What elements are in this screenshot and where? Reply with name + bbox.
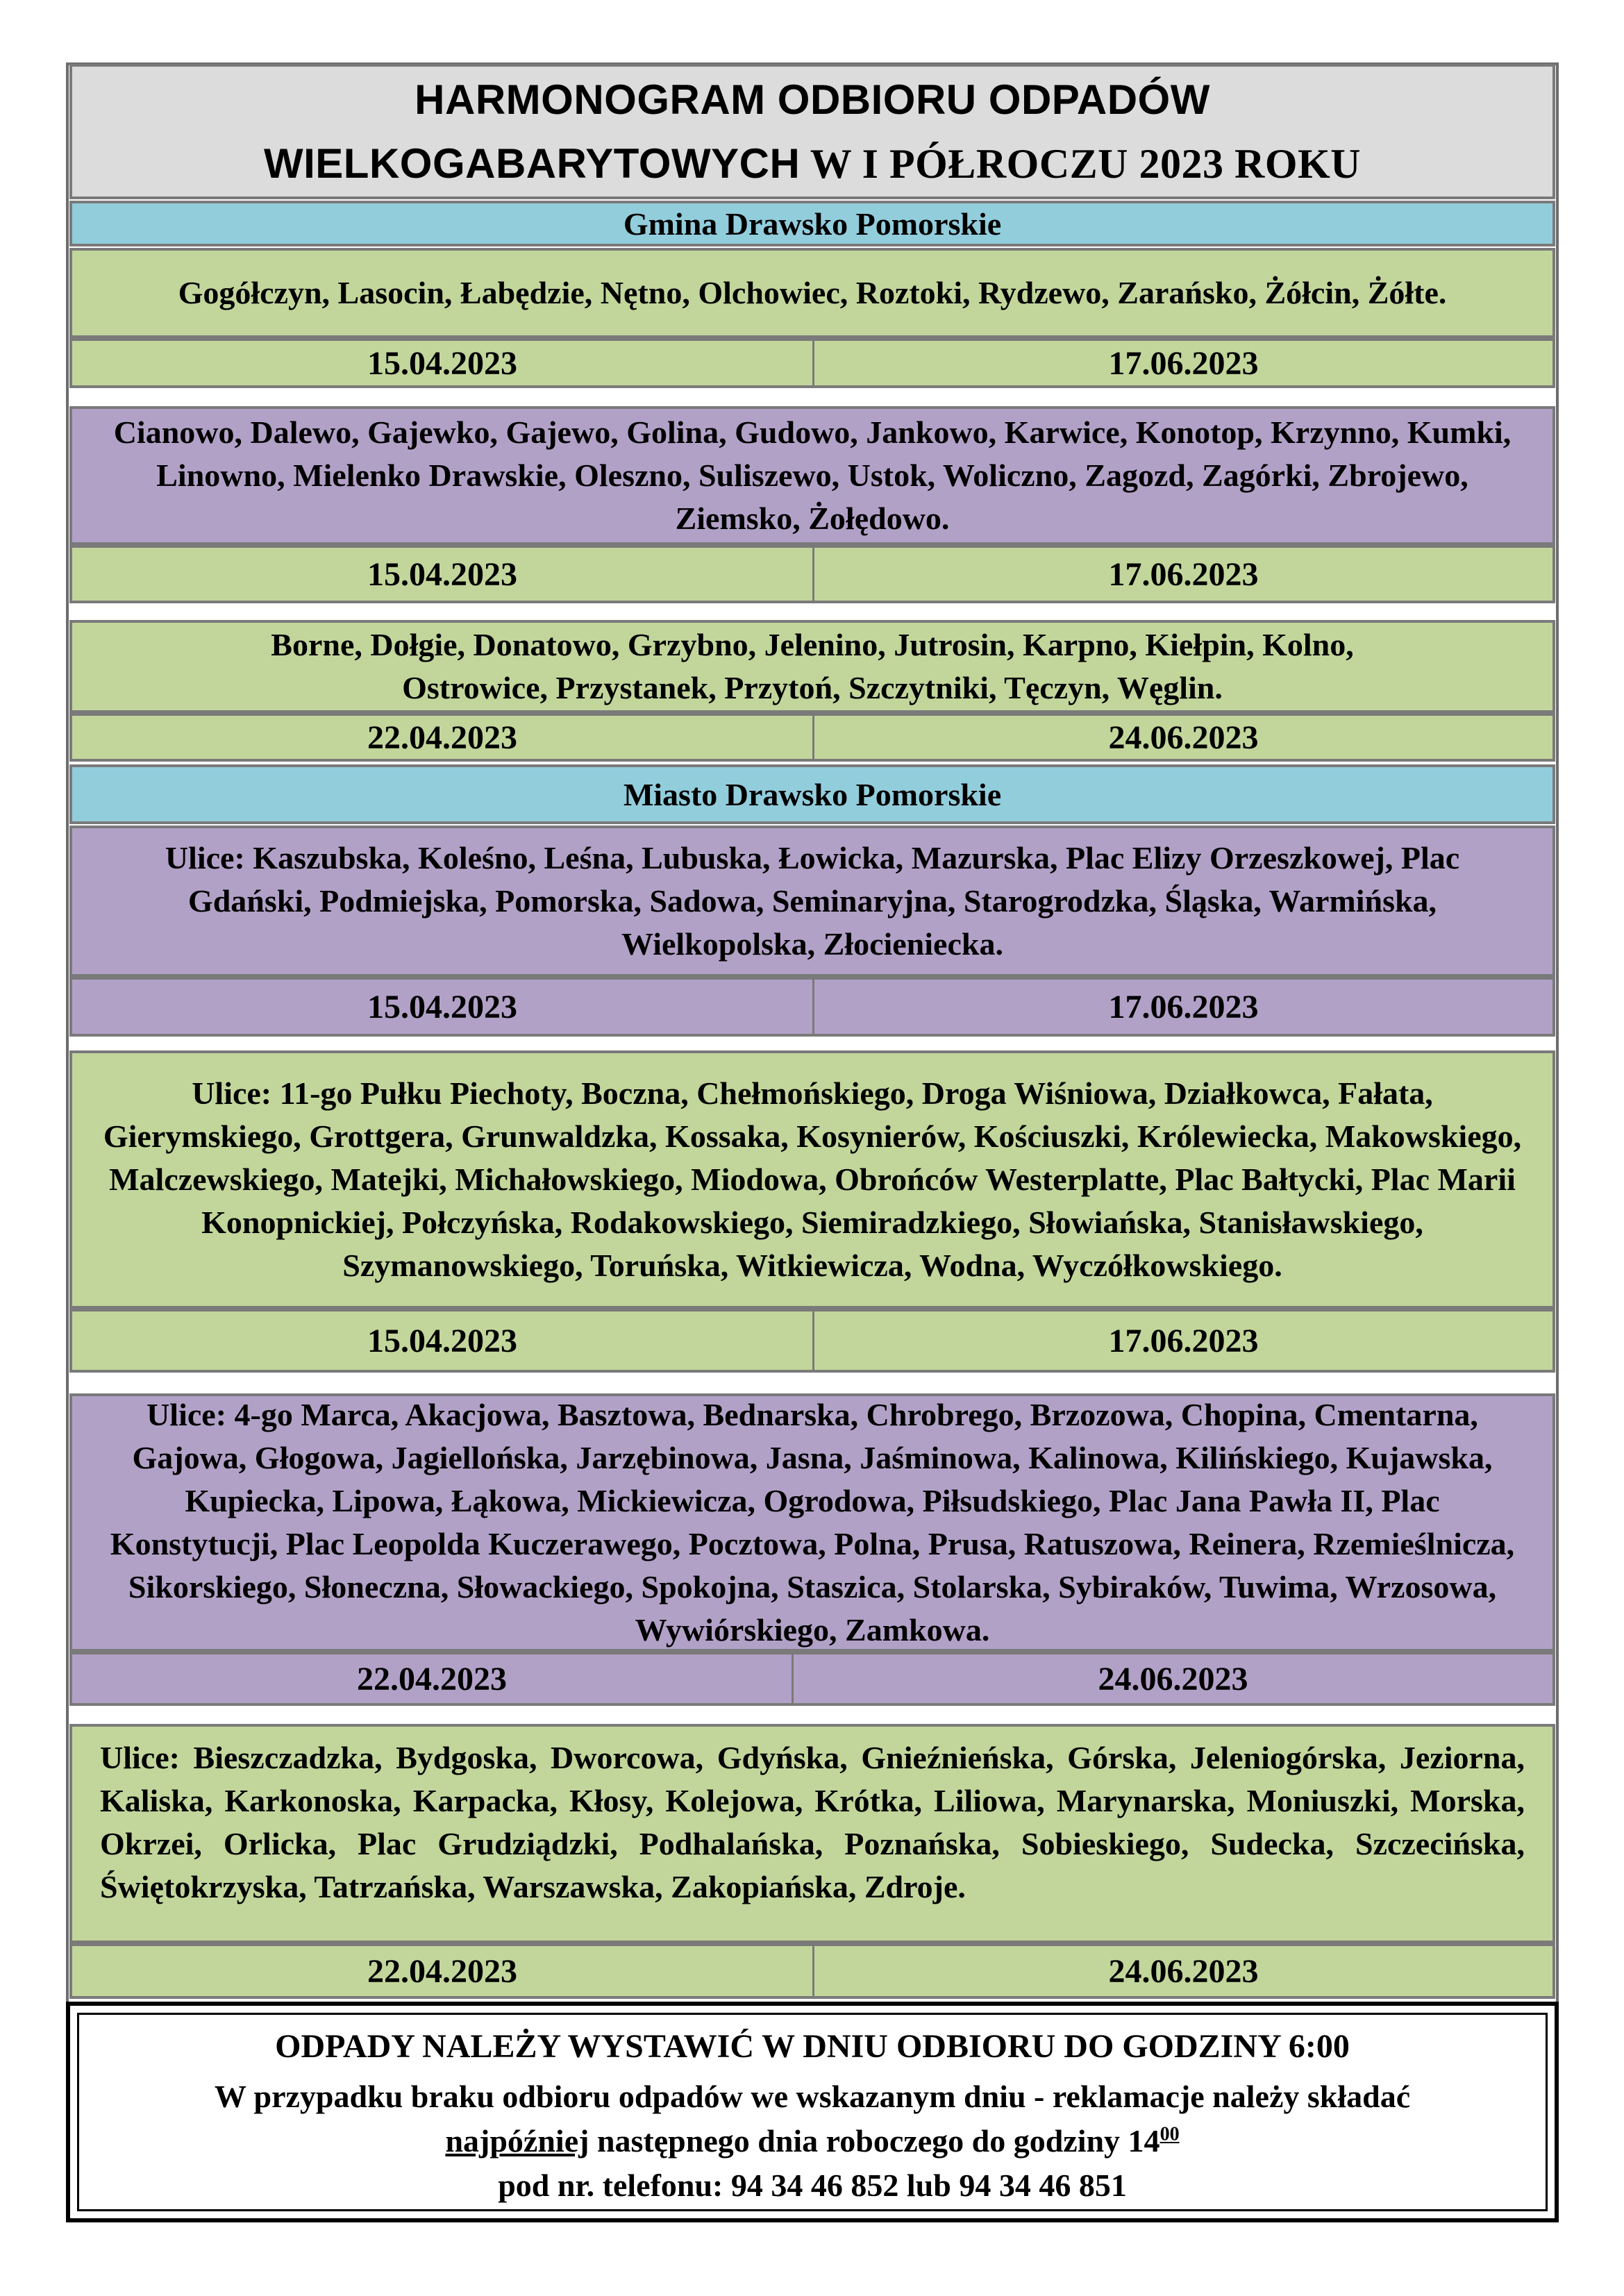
title-line-2-part-2: W I PÓŁROCZU 2023 ROKU: [800, 140, 1361, 187]
notice-hour-superscript: 00: [1160, 2123, 1180, 2145]
group-text: Ulice: 4-go Marca, Akacjowa, Basztowa, Bednarska, Chrobrego, Brzozowa, Chopina, Cmentarna, Gajowa, Głogowa, Jagiellońska, Jarzębinowa, Jasna, Jaśminowa, Kalinowa, Kilińskiego, Kujawska, Kupiecka, Lipowa, Łąkowa, Mickiewicza, Ogrodowa, Piłsudskiego, Plac Jana Pawła II, Plac Konstytucji, Plac Leopolda Kuczerawego, Pocztowa, Polna, Prusa, Ratuszowa, Reinera, Rzemieślnicza, Sikorskiego, Słoneczna, Słowackiego, Spokojna, Staszica, Stolarska, Sybiraków, Tuwima, Wrzosowa, Wywiórskiego, Zamkowa.: [69, 1393, 1555, 1652]
collection-date-2: 17.06.2023: [1108, 988, 1259, 1025]
collection-date-1: 22.04.2023: [72, 1654, 794, 1703]
document-title: [69, 64, 1555, 199]
date-row: [69, 338, 1555, 388]
collection-date-1: 22.04.2023: [72, 1946, 814, 1996]
section-header-miasto: Miasto Drawsko Pomorskie: [69, 764, 1555, 824]
collection-date-1: 22.04.2023: [72, 716, 814, 759]
collection-date-1: 15.04.2023: [72, 980, 814, 1034]
group-text: Ulice: Kaszubska, Koleśno, Leśna, Lubuska, Łowicka, Mazurska, Plac Elizy Orzeszkowej, Plac Gdański, Podmiejska, Pomorska, Sadowa, Seminaryjna, Starogrodzka, Śląska, Warmińska, Wielkopolska, Złocieniecka.: [69, 826, 1555, 977]
title-line-1: HARMONOGRAM ODBIORU ODPADÓW: [415, 76, 1210, 123]
group-text: Borne, Dołgie, Donatowo, Grzybno, Jelenino, Jutrosin, Karpno, Kiełpin, Kolno, Ostrowice, Przystanek, Przytoń, Szczytniki, Tęczyn, Węglin.: [69, 620, 1555, 713]
collection-date-2: 17.06.2023: [1108, 1322, 1259, 1359]
date-row: [69, 545, 1555, 603]
collection-date-1: 15.04.2023: [72, 548, 814, 601]
notice-line-1: W przypadku braku odbioru odpadów we wskazanym dniu - reklamacje należy składać: [214, 2079, 1411, 2114]
notice-line-2: [79, 2119, 1546, 2163]
notice-phone-line: pod nr. telefonu: 94 34 46 852 lub 94 34 46 851: [498, 2168, 1127, 2203]
notice-inner-frame: [77, 2013, 1548, 2211]
collection-date-2: 24.06.2023: [1108, 719, 1259, 756]
date-row: [69, 1309, 1555, 1373]
group-text: Cianowo, Dalewo, Gajewko, Gajewo, Golina, Gudowo, Jankowo, Karwice, Konotop, Krzynno, Kumki, Linowno, Mielenko Drawskie, Oleszno, Suliszewo, Ustok, Woliczno, Zagozd, Zagórki, Zbrojewo, Ziemsko, Żołędowo.: [69, 406, 1555, 545]
notice-headline: ODPADY NALEŻY WYSTAWIĆ W DNIU ODBIORU DO GODZINY 6:00: [275, 2028, 1350, 2065]
collection-date-1: 15.04.2023: [72, 1312, 814, 1370]
group-text: Ulice: Bieszczadzka, Bydgoska, Dworcowa, Gdyńska, Gnieźnieńska, Górska, Jeleniogórska, Jeziorna, Kaliska, Karkonoska, Karpacka, Kłosy, Kolejowa, Krótka, Liliowa, Marynarska, Moniuszki, Morska, Okrzei, Orlicka, Plac Grudziądzki, Podhalańska, Poznańska, Sobieskiego, Sudecka, Szczecińska, Świętokrzyska, Tatrzańska, Warszawska, Zakopiańska, Zdroje.: [69, 1724, 1555, 1943]
collection-date-2: 17.06.2023: [1108, 555, 1259, 593]
collection-date-1: 15.04.2023: [72, 341, 814, 385]
date-row: [69, 1652, 1555, 1706]
title-line-2-part-1: WIELKOGABARYTOWYCH: [263, 140, 801, 187]
notice-box: [66, 2002, 1559, 2222]
date-row: [69, 713, 1555, 762]
date-row: [69, 977, 1555, 1037]
collection-date-2: 24.06.2023: [1098, 1660, 1248, 1698]
collection-date-2: 17.06.2023: [1108, 344, 1259, 382]
group-text: Gogółczyn, Lasocin, Łabędzie, Nętno, Olchowiec, Roztoki, Rydzewo, Zarańsko, Żółcin, Żółte.: [69, 248, 1555, 338]
group-text: Ulice: 11-go Pułku Piechoty, Boczna, Chełmońskiego, Droga Wiśniowa, Działkowca, Fałata, Gierymskiego, Grottgera, Grunwaldzka, Kossaka, Kosynierów, Kościuszki, Królewiecka, Makowskiego, Malczewskiego, Matejki, Michałowskiego, Miodowa, Obrońców Westerplatte, Plac Bałtycki, Plac Marii Konopnickiej, Połczyńska, Rodakowskiego, Siemiradzkiego, Słowiańska, Stanisławskiego, Szymanowskiego, Toruńska, Witkiewicza, Wodna, Wyczółkowskiego.: [69, 1050, 1555, 1309]
title-line-2: [264, 132, 1361, 196]
date-row: [69, 1943, 1555, 1999]
notice-line-2-rest: następnego dnia roboczego do godziny 14: [589, 2123, 1160, 2159]
notice-underlined-word: najpóźniej: [445, 2123, 589, 2159]
section-header-gmina: Gmina Drawsko Pomorskie: [69, 201, 1555, 246]
collection-date-2: 24.06.2023: [1108, 1952, 1259, 1990]
